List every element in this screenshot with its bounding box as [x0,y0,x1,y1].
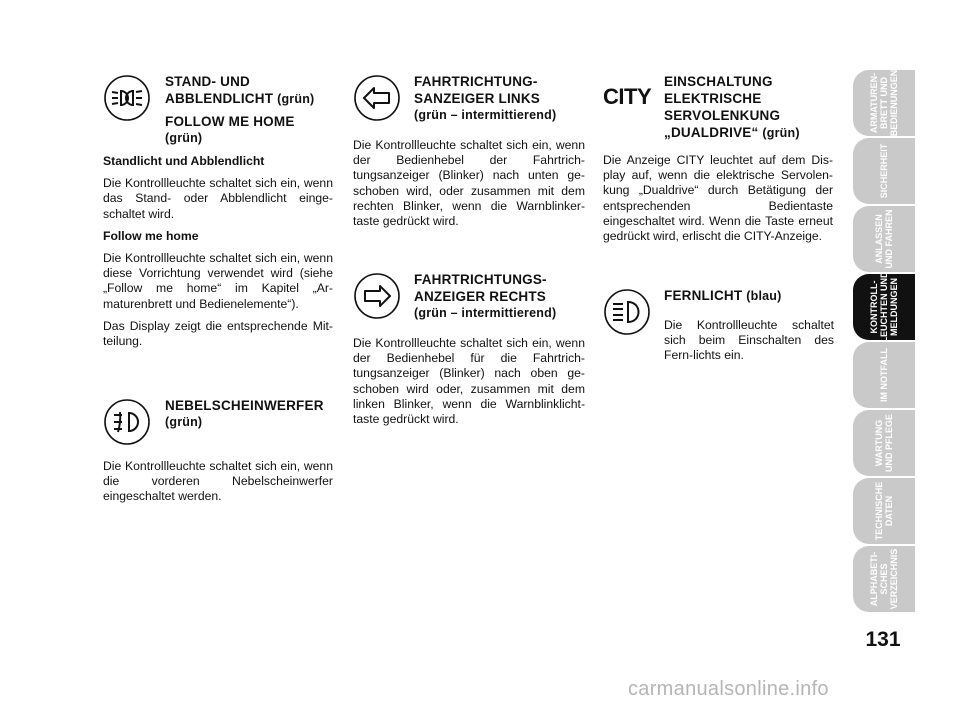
dualdrive-title: EINSCHALTUNG ELEKTRISCHE SERVOLENKUNG „DUALDRIVE“ (grün) [664,74,800,140]
tab-anlassen[interactable]: ANLASSEN UND FAHREN [853,206,915,272]
turn-signal-right-icon [353,272,401,320]
tab-verzeichnis[interactable]: ALPHABETI- SCHES VERZEICHNIS [853,546,915,612]
fog-light-icon [103,398,151,446]
tab-armaturenbrett[interactable]: ARMATUREN- BRETT UND BEDIENUNGEN [853,70,915,136]
dualdrive-body: Die Anzeige CITY leuchtet auf dem Dis-play auf, wenn die elektrische Servolen-kung „Dualdrive“ durch Betätigung der entsprechenden Bedientaste eingeschaltet wird. Wenn die Taste erneut gedrückt wird, erlischt die CITY-Anzeige. [603,153,833,244]
tab-sicherheit[interactable]: SICHERHEIT [853,138,915,204]
tab-im-notfall[interactable]: IM NOTFALL [853,342,915,408]
city-icon: CITY [603,84,652,109]
tab-technische-daten[interactable]: TECHNISCHE DATEN [853,478,915,544]
blinker-rechts-title: FAHRTRICHTUNGS- ANZEIGER RECHTS (grün – intermittierend) [414,272,557,320]
nebelscheinwerfer-title: NEBELSCHEINWERFER (grün) [165,398,324,429]
parking-low-beam-light-icon [103,74,151,122]
tab-wartung[interactable]: WARTUNG UND PFLEGE [853,410,915,476]
stand-abblendlicht-body: Standlicht und Abblendlicht Die Kontrollleuchte schaltet sich ein, wenn das Stand- oder Abblendlicht einge-schaltet wird. Follow me home Die Kontrollleuchte schaltet sich ein, wenn diese Vorrichtung verwendet wird (siehe „Follow me home“ im Kapitel „Ar-maturenbrett und Bedienelemente“). Das Display zeigt die entsprechende Mit-teilung. [103,154,333,349]
watermark: carmanualsonline.info [628,678,829,700]
blinker-links-title: FAHRTRICHTUNG- SANZEIGER LINKS (grün – intermittierend) [414,74,557,122]
turn-signal-left-icon [353,74,401,122]
blinker-rechts-body: Die Kontrollleuchte schaltet sich ein, wenn der Bedienhebel für die Fahrtrich-tungsanzeiger (Blinker) nach oben ge-schoben wird oder, zusammen mit dem linken Blinker, wenn die Warnblinklicht-taste gedrückt wird. [353,336,585,427]
tab-kontrollleuchten[interactable]: KONTROLL- LEUCHTEN UND MELDUNGEN [853,274,915,340]
high-beam-icon [603,288,651,336]
subheading-standlicht: Standlicht und Abblendlicht [103,154,265,168]
nebelscheinwerfer-body: Die Kontrollleuchte schaltet sich ein, wenn die vorderen Nebelscheinwerfer eingeschaltet werden. [103,459,333,504]
stand-abblendlicht-title: STAND- UND ABBLENDLICHT (grün) FOLLOW ME HOME (grün) [165,74,315,145]
page-number: 131 [865,628,901,651]
subheading-follow-me-home: Follow me home [103,228,199,243]
blinker-links-body: Die Kontrollleuchte schaltet sich ein, wenn der Bedienhebel der Fahrtrich-tungsanzeiger (Blinker) nach unten ge-schoben wird, oder zusammen mit dem rechten Blinker, wenn die Warnblinker-taste gedrückt wird. [353,138,585,229]
fernlicht-body: Die Kontrollleuchte schaltet sich beim Einschalten des Fern-lichts ein. [664,318,834,363]
fernlicht-title: FERNLICHT (blau) [664,288,782,303]
